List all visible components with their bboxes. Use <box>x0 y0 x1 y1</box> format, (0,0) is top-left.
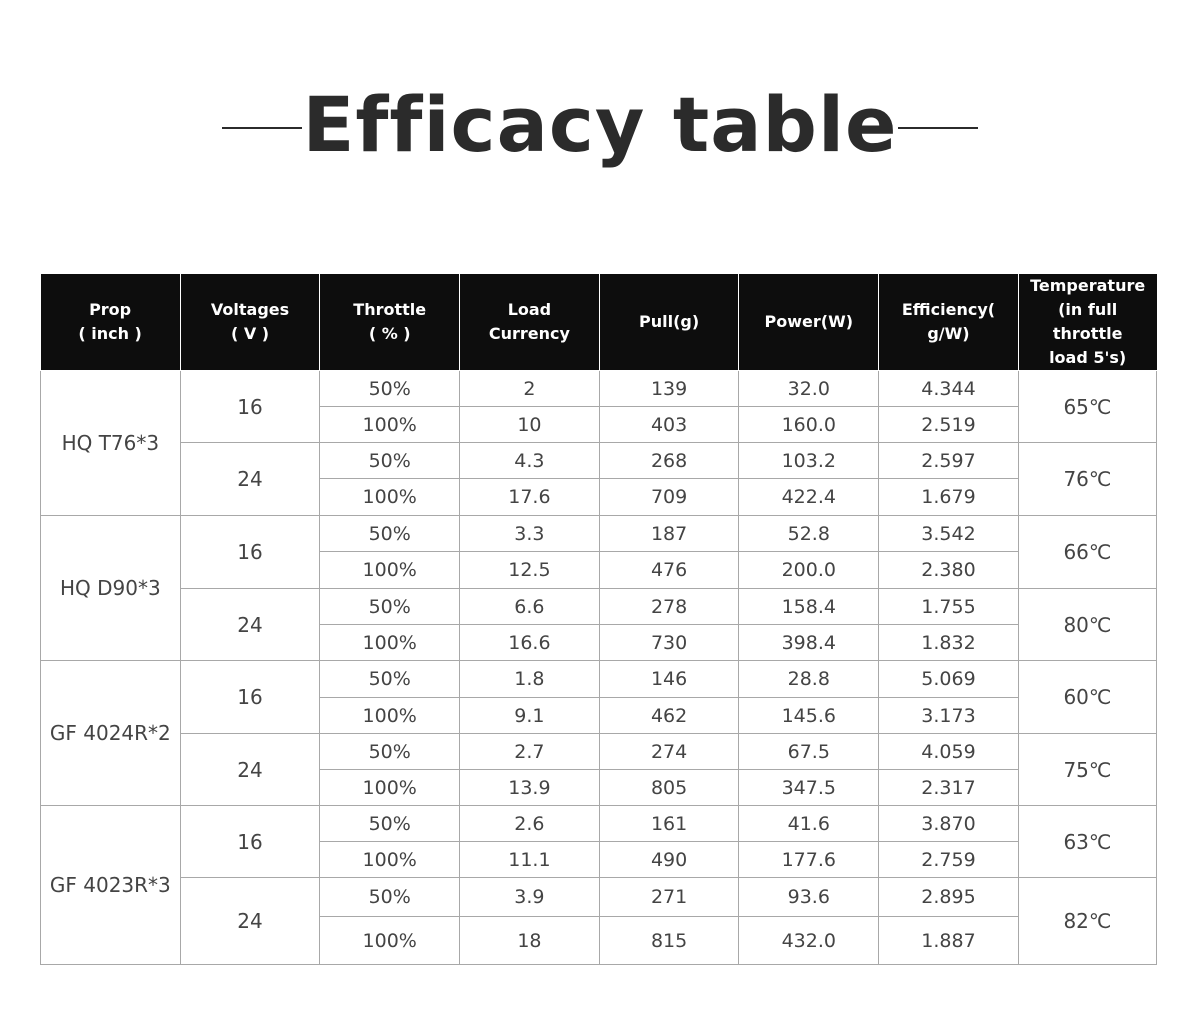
pull-cell: 268 <box>599 443 739 479</box>
throttle-cell: 50% <box>320 661 460 698</box>
power-cell: 160.0 <box>739 407 879 443</box>
prop-cell: GF 4024R*2 <box>41 661 181 806</box>
header-temperature: Temperature (in full throttle load 5's) <box>1018 274 1156 371</box>
voltage-cell: 16 <box>180 516 320 589</box>
power-cell: 432.0 <box>739 917 879 965</box>
load-currency-cell: 3.3 <box>460 516 600 552</box>
voltage-cell: 16 <box>180 661 320 734</box>
throttle-cell: 50% <box>320 734 460 770</box>
prop-cell: HQ D90*3 <box>41 516 181 661</box>
table-row <box>41 443 1157 479</box>
throttle-cell: 100% <box>320 770 460 806</box>
table-row <box>41 806 1157 842</box>
header-load-currency: Load Currency <box>460 274 600 371</box>
voltage-cell: 24 <box>180 878 320 965</box>
power-cell: 158.4 <box>739 589 879 625</box>
load-currency-cell: 9.1 <box>460 698 600 734</box>
power-cell: 398.4 <box>739 625 879 661</box>
load-currency-cell: 13.9 <box>460 770 600 806</box>
pull-cell: 161 <box>599 806 739 842</box>
efficiency-cell: 4.344 <box>879 371 1019 407</box>
header-prop: Prop ( inch ) <box>41 274 181 371</box>
temperature-cell: 65℃ <box>1018 371 1156 443</box>
load-currency-cell: 2.6 <box>460 806 600 842</box>
title-rule-left <box>222 127 302 129</box>
pull-cell: 805 <box>599 770 739 806</box>
pull-cell: 278 <box>599 589 739 625</box>
temperature-cell: 76℃ <box>1018 443 1156 516</box>
efficiency-cell: 2.317 <box>879 770 1019 806</box>
table-row <box>41 516 1157 552</box>
header-throttle: Throttle ( % ) <box>320 274 460 371</box>
title-rule-right <box>898 127 978 129</box>
load-currency-cell: 1.8 <box>460 661 600 698</box>
title-block <box>0 82 1200 172</box>
efficiency-cell: 2.380 <box>879 552 1019 589</box>
throttle-cell: 50% <box>320 589 460 625</box>
prop-cell: GF 4023R*3 <box>41 806 181 965</box>
pull-cell: 709 <box>599 479 739 516</box>
throttle-cell: 100% <box>320 698 460 734</box>
throttle-cell: 50% <box>320 806 460 842</box>
table-row <box>41 878 1157 917</box>
efficiency-cell: 3.870 <box>879 806 1019 842</box>
header-pull: Pull(g) <box>599 274 739 371</box>
table-row <box>41 371 1157 407</box>
load-currency-cell: 2 <box>460 371 600 407</box>
temperature-cell: 63℃ <box>1018 806 1156 878</box>
power-cell: 28.8 <box>739 661 879 698</box>
pull-cell: 730 <box>599 625 739 661</box>
load-currency-cell: 12.5 <box>460 552 600 589</box>
efficiency-cell: 1.832 <box>879 625 1019 661</box>
temperature-cell: 82℃ <box>1018 878 1156 965</box>
voltage-cell: 24 <box>180 734 320 806</box>
power-cell: 52.8 <box>739 516 879 552</box>
table-row <box>41 589 1157 625</box>
pull-cell: 490 <box>599 842 739 878</box>
load-currency-cell: 4.3 <box>460 443 600 479</box>
header-voltages: Voltages ( V ) <box>180 274 320 371</box>
temperature-cell: 80℃ <box>1018 589 1156 661</box>
table-body <box>41 371 1157 965</box>
pull-cell: 403 <box>599 407 739 443</box>
load-currency-cell: 3.9 <box>460 878 600 917</box>
efficacy-table <box>40 274 1157 965</box>
efficiency-cell: 3.542 <box>879 516 1019 552</box>
throttle-cell: 100% <box>320 625 460 661</box>
power-cell: 103.2 <box>739 443 879 479</box>
header-power: Power(W) <box>739 274 879 371</box>
pull-cell: 271 <box>599 878 739 917</box>
voltage-cell: 16 <box>180 371 320 443</box>
load-currency-cell: 16.6 <box>460 625 600 661</box>
load-currency-cell: 10 <box>460 407 600 443</box>
pull-cell: 815 <box>599 917 739 965</box>
prop-cell: HQ T76*3 <box>41 371 181 516</box>
table-row <box>41 734 1157 770</box>
table-row <box>41 661 1157 698</box>
power-cell: 200.0 <box>739 552 879 589</box>
efficiency-cell: 1.887 <box>879 917 1019 965</box>
pull-cell: 187 <box>599 516 739 552</box>
table-header <box>41 274 1157 371</box>
power-cell: 67.5 <box>739 734 879 770</box>
load-currency-cell: 6.6 <box>460 589 600 625</box>
pull-cell: 274 <box>599 734 739 770</box>
efficiency-cell: 2.895 <box>879 878 1019 917</box>
efficiency-cell: 2.759 <box>879 842 1019 878</box>
efficiency-cell: 3.173 <box>879 698 1019 734</box>
efficiency-cell: 2.519 <box>879 407 1019 443</box>
power-cell: 32.0 <box>739 371 879 407</box>
throttle-cell: 100% <box>320 479 460 516</box>
load-currency-cell: 17.6 <box>460 479 600 516</box>
power-cell: 41.6 <box>739 806 879 842</box>
throttle-cell: 100% <box>320 407 460 443</box>
power-cell: 93.6 <box>739 878 879 917</box>
header-efficiency: Efficiency( g/W) <box>879 274 1019 371</box>
voltage-cell: 24 <box>180 589 320 661</box>
power-cell: 347.5 <box>739 770 879 806</box>
voltage-cell: 16 <box>180 806 320 878</box>
voltage-cell: 24 <box>180 443 320 516</box>
pull-cell: 146 <box>599 661 739 698</box>
power-cell: 422.4 <box>739 479 879 516</box>
pull-cell: 139 <box>599 371 739 407</box>
load-currency-cell: 18 <box>460 917 600 965</box>
power-cell: 177.6 <box>739 842 879 878</box>
efficiency-cell: 2.597 <box>879 443 1019 479</box>
temperature-cell: 75℃ <box>1018 734 1156 806</box>
throttle-cell: 100% <box>320 552 460 589</box>
power-cell: 145.6 <box>739 698 879 734</box>
pull-cell: 476 <box>599 552 739 589</box>
temperature-cell: 60℃ <box>1018 661 1156 734</box>
temperature-cell: 66℃ <box>1018 516 1156 589</box>
page-title: Efficacy table <box>302 80 898 169</box>
throttle-cell: 100% <box>320 842 460 878</box>
throttle-cell: 50% <box>320 516 460 552</box>
throttle-cell: 50% <box>320 371 460 407</box>
load-currency-cell: 11.1 <box>460 842 600 878</box>
throttle-cell: 50% <box>320 878 460 917</box>
load-currency-cell: 2.7 <box>460 734 600 770</box>
efficiency-cell: 1.679 <box>879 479 1019 516</box>
efficiency-cell: 1.755 <box>879 589 1019 625</box>
efficiency-cell: 5.069 <box>879 661 1019 698</box>
header-row <box>41 274 1157 371</box>
throttle-cell: 50% <box>320 443 460 479</box>
pull-cell: 462 <box>599 698 739 734</box>
efficiency-cell: 4.059 <box>879 734 1019 770</box>
throttle-cell: 100% <box>320 917 460 965</box>
